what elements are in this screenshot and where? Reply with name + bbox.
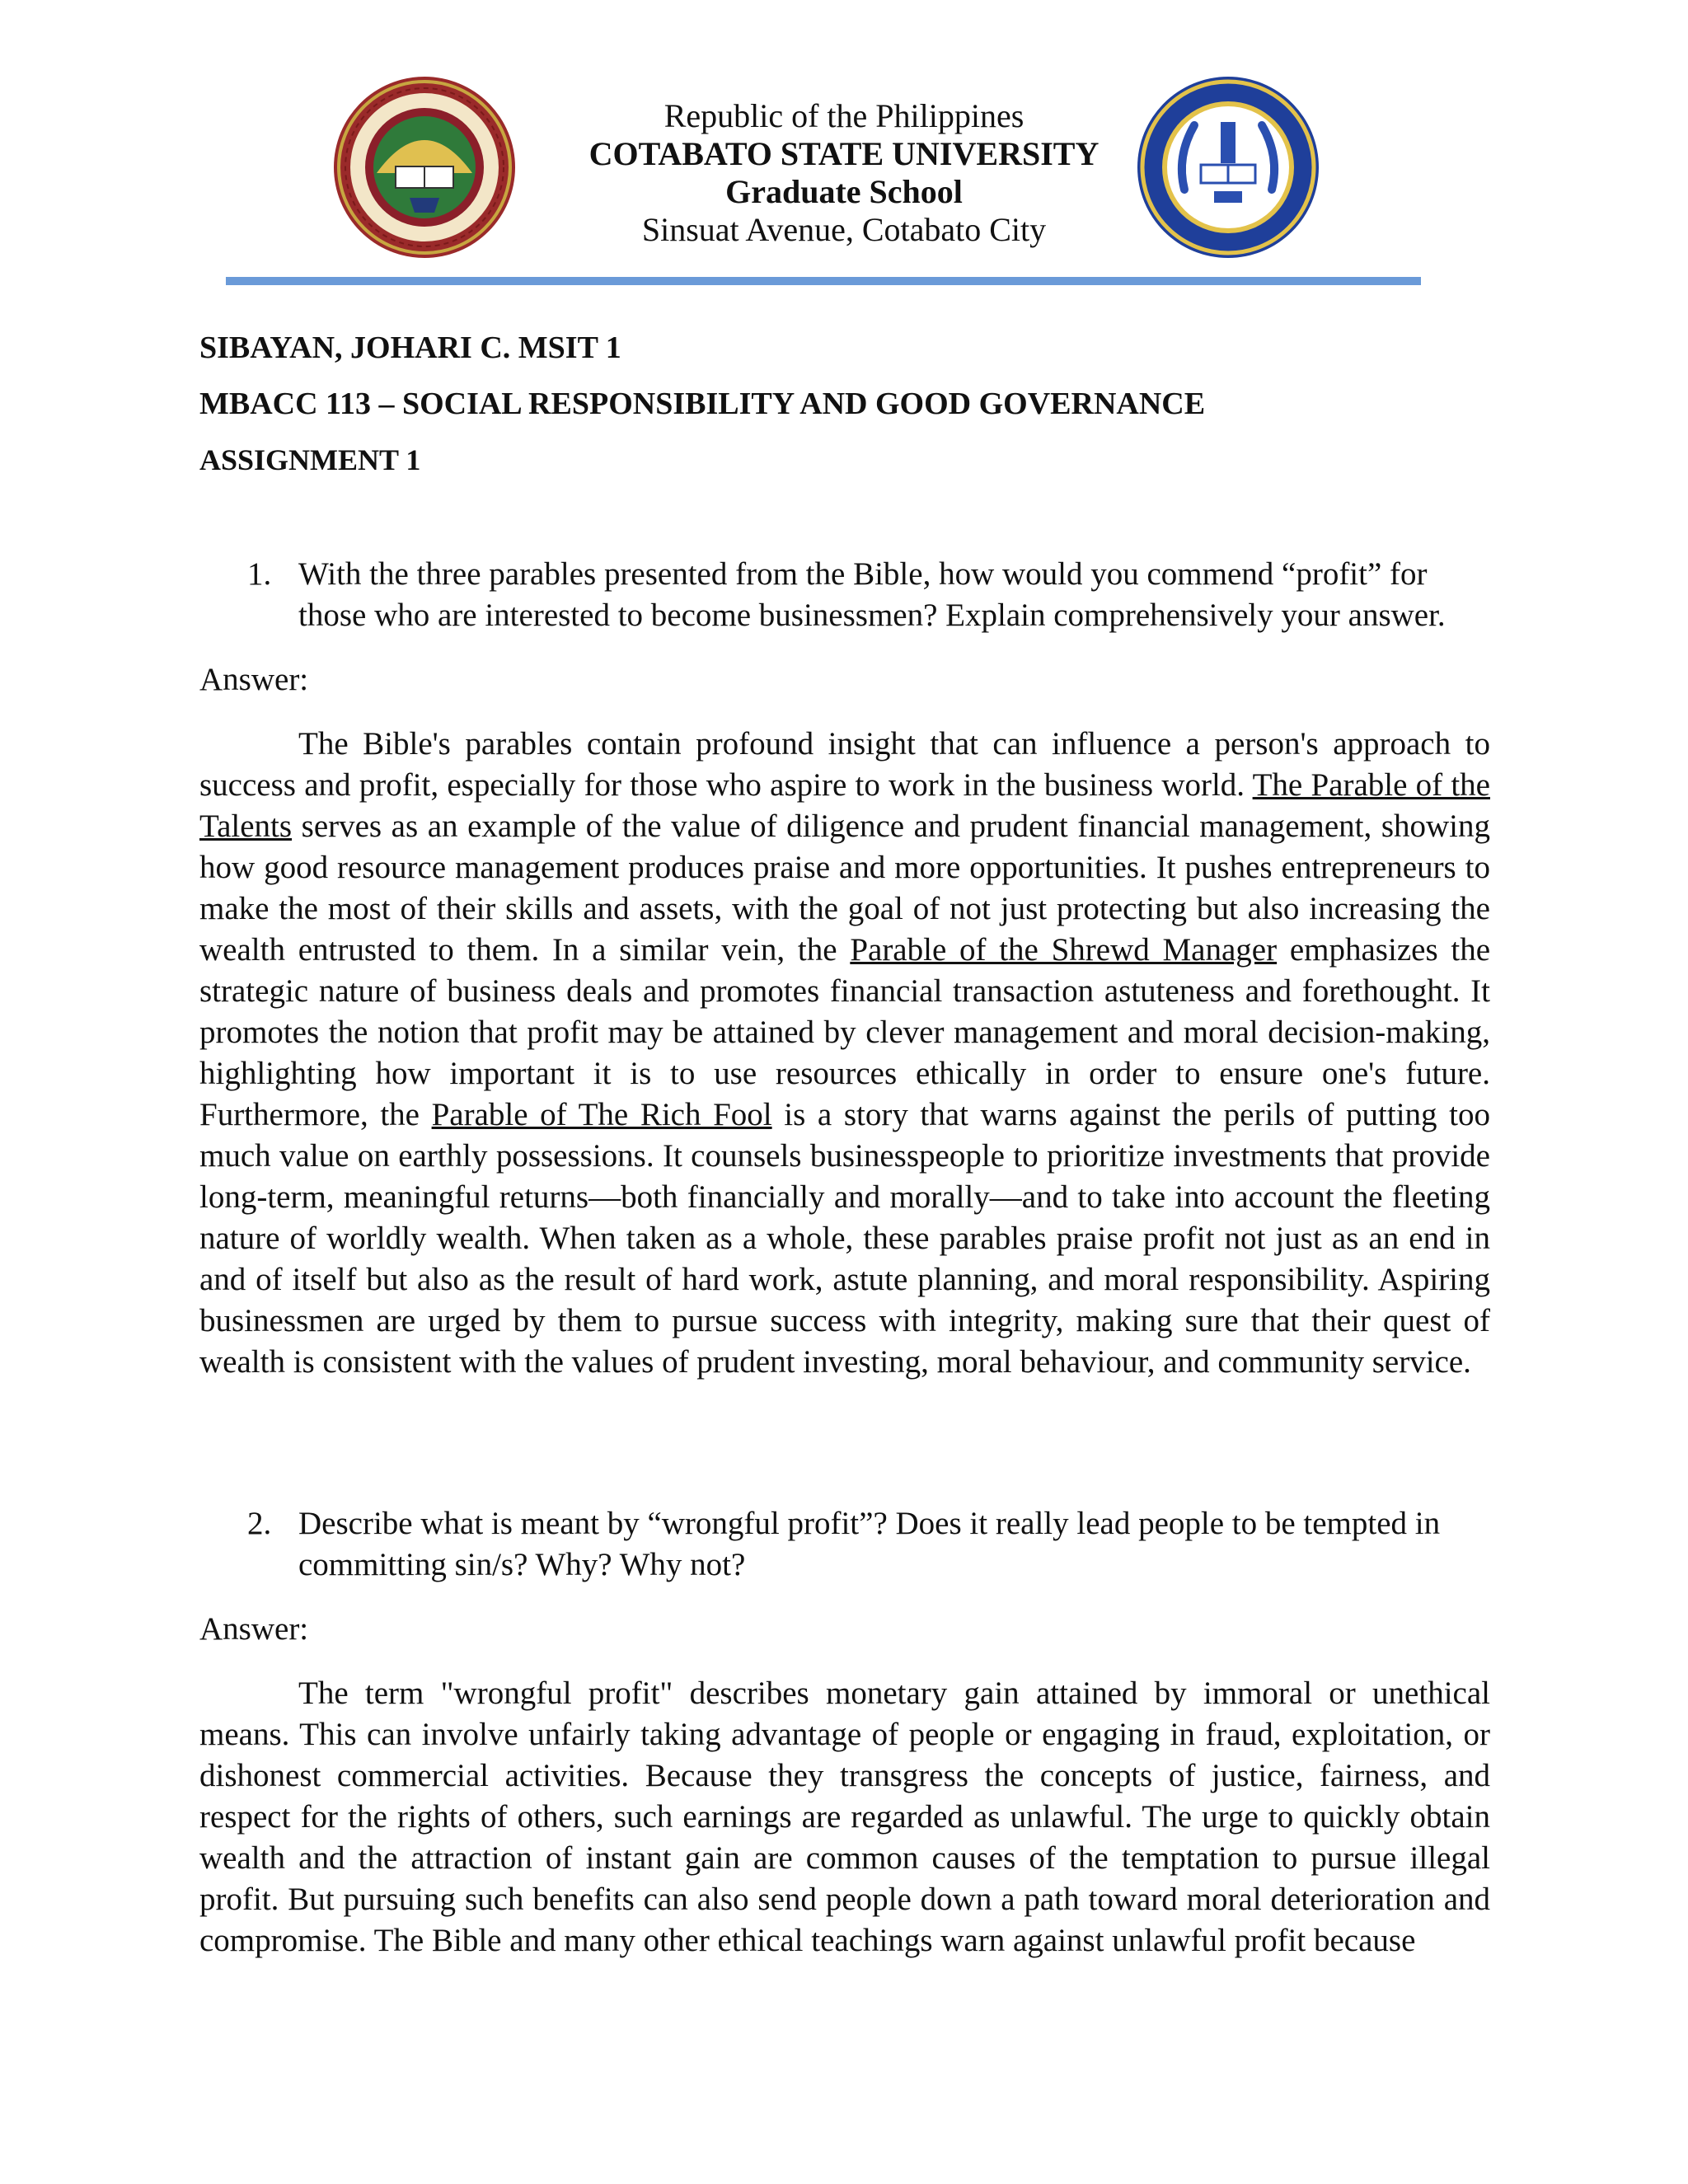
question-number: 2. — [247, 1506, 272, 1541]
question-text: Describe what is meant by “wrongful profit”? Does it really lead people to be tempted in committing sin/s? Why? Why not? — [298, 1506, 1441, 1582]
header-divider — [226, 277, 1421, 285]
university-name: COTABATO STATE UNIVERSITY — [588, 135, 1100, 172]
letterhead-text — [0, 97, 1688, 249]
answer-text: serves as an example of the value of diligence and prudent financial management, showing how good resource management produces praise and more opportunities. It pushes entrepreneurs to make the most of their skills and assets, with the goal of not just protecting but also increasing the wealth entrusted to them. In a similar vein, the — [199, 808, 1490, 968]
answer-paragraph-2 — [199, 1673, 1490, 1961]
parable-talents-reference: The Parable of the Talents — [199, 767, 1490, 844]
letterhead — [0, 66, 1688, 264]
parable-rich-fool-reference: Parable of The Rich Fool — [431, 1097, 772, 1132]
graduate-school-seal-icon — [1135, 74, 1321, 260]
answer-label: Answer: — [199, 1611, 309, 1647]
address-line: Sinsuat Avenue, Cotabato City — [641, 211, 1047, 248]
parable-shrewd-manager-reference: Parable of the Shrewd Manager — [850, 932, 1278, 968]
answer-text: is a story that warns against the perils of putting too much value on earthly possessions. It counsels businesspeople to prioritize investments that provide long-term, meaningful returns—both financially and morally—and to take into account the fleeting nature of worldly wealth. When taken as a whole, these parables praise profit not just as an end in and of itself but also as the result of hard work, astute planning, and moral responsibility. Aspiring businessmen are urged by them to pursue success with integrity, making sure that their quest of wealth is consistent with the values of prudent investing, moral behaviour, and community service. — [199, 1097, 1491, 1380]
answer-paragraph-1 — [199, 724, 1490, 1383]
course-title: MBACC 113 – SOCIAL RESPONSIBILITY AND GOOD GOVERNANCE — [199, 387, 1206, 421]
answer-text: emphasizes the strategic nature of business deals and promotes financial transaction astuteness and forethought. It promotes the notion that profit may be attained by clever management and moral decision-making, highlighting how important it is to use resources ethically in order to ensure one's future. Furthermore, the — [199, 932, 1491, 1132]
answer-label: Answer: — [199, 662, 309, 697]
student-name: SIBAYAN, JOHARI C. MSIT 1 — [199, 330, 621, 365]
answer-text: The term "wrongful profit" describes monetary gain attained by immoral or unethical means. This can involve unfairly taking advantage of people or engaging in fraud, exploitation, or dishonest commercial activities. Because they transgress the concepts of justice, fairness, and respect for the rights of others, such earnings are regarded as unlawful. The urge to quickly obtain wealth and the attraction of instant gain are common causes of the temptation to pursue illegal profit. But pursuing such benefits can also send people down a path toward moral deterioration and compromise. The Bible and many other ethical teachings warn against unlawful profit because — [199, 1675, 1490, 1958]
assignment-title: ASSIGNMENT 1 — [199, 443, 421, 476]
question-text: With the three parables presented from the Bible, how would you commend “profit” for those who are interested to become businessmen? Explain comprehensively your answer. — [298, 556, 1446, 633]
republic-line: Republic of the Philippines — [663, 97, 1025, 134]
school-name: Graduate School — [725, 173, 963, 210]
question-number: 1. — [247, 556, 272, 592]
answer-text: The Bible's parables contain profound insight that can influence a person's approach to success and profit, especially for those who aspire to work in the business world. — [199, 726, 1490, 803]
